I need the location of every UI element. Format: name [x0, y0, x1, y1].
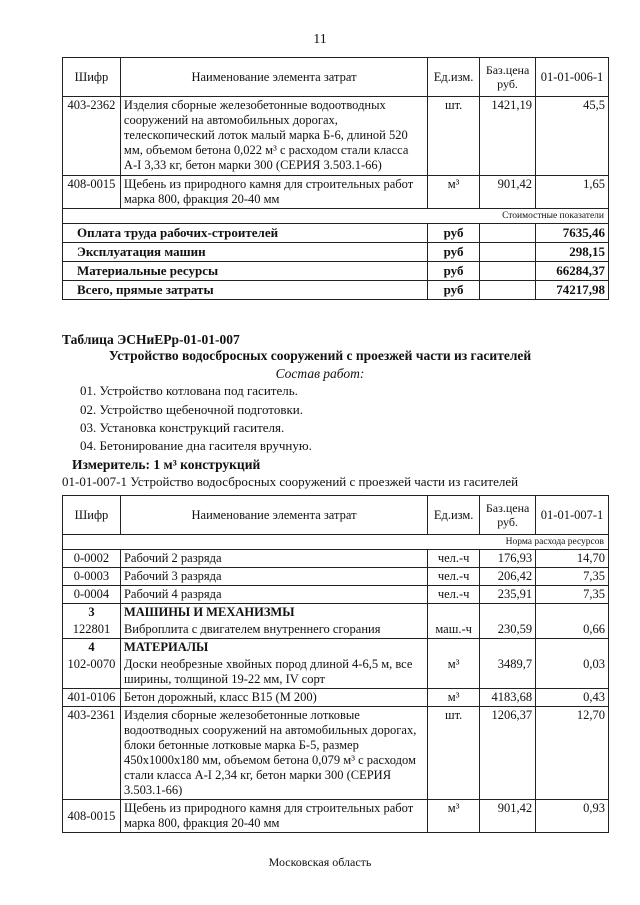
table-row [63, 176, 609, 209]
row-value: 45,5 [536, 97, 609, 176]
row-unit: чел.-ч [428, 550, 480, 568]
resource-table-1 [62, 57, 609, 300]
header-code: Шифр [63, 58, 121, 97]
header-name: Наименование элемента затрат [120, 496, 427, 535]
total-value: 7635,46 [536, 224, 609, 243]
row-price: 4183,68 [480, 689, 536, 707]
total-unit: руб [428, 224, 480, 243]
row-price: 235,91 [480, 586, 536, 604]
row-name: Рабочий 4 разряда [120, 586, 427, 604]
table-row [63, 568, 609, 586]
total-row [63, 281, 609, 300]
table-header [63, 496, 609, 535]
section-heading: Устройство водосбросных сооружений с проезжей части из гасителей [108, 348, 532, 363]
row-code: 0-0002 [63, 550, 121, 568]
header-base-price: Баз.цена руб. [480, 58, 536, 97]
row-name: Бетон дорожный, класс B15 (М 200) [120, 689, 427, 707]
total-name: Материальные ресурсы [63, 262, 428, 281]
section-title: МАШИНЫ И МЕХАНИЗМЫ [120, 604, 427, 622]
row-price: 1206,37 [480, 707, 536, 800]
row-unit: маш.-ч [428, 621, 480, 639]
row-price: 1421,19 [480, 97, 536, 176]
row-name: Щебень из природного камня для строительных работ марка 800, фракция 20-40 мм [120, 176, 427, 209]
row-name: Щебень из природного камня для строительных работ марка 800, фракция 20-40 мм [120, 800, 427, 833]
page-footer: Московская область [268, 855, 372, 869]
row-value: 7,35 [536, 586, 609, 604]
page-number: 11 [313, 32, 327, 47]
total-value: 298,15 [536, 243, 609, 262]
item-code-line: 01-01-007-1 Устройство водосбросных сооружений с проезжей части из гасителей [62, 474, 519, 489]
total-value: 74217,98 [536, 281, 609, 300]
row-unit: м³ [428, 656, 480, 689]
row-price: 901,42 [480, 176, 536, 209]
row-name: Изделия сборные железобетонные водоотводных сооружений на автомобильных дорогах, телескопический лоток малый марка Б-6, длиной 520 мм, объемом бетона 0,022 м³ с расходом стали класса А-I 3,33 кг, бетон марки 300 (СЕРИЯ 3.503.1-66) [120, 97, 427, 176]
row-price: 230,59 [480, 621, 536, 639]
row-name: Рабочий 2 разряда [120, 550, 427, 568]
section-number: 3 [63, 604, 121, 622]
table-row [63, 586, 609, 604]
row-price: 206,42 [480, 568, 536, 586]
total-name: Всего, прямые затраты [63, 281, 428, 300]
row-code: 403-2362 [63, 97, 121, 176]
work-item: 02. Устройство щебеночной подготовки. [80, 402, 303, 417]
total-name: Эксплуатация машин [63, 243, 428, 262]
header-column-code: 01-01-006-1 [536, 58, 609, 97]
row-value: 7,35 [536, 568, 609, 586]
row-unit: шт. [428, 707, 480, 800]
total-row [63, 262, 609, 281]
row-code: 0-0004 [63, 586, 121, 604]
header-unit: Ед.изм. [428, 58, 480, 97]
work-item: 03. Установка конструкций гасителя. [80, 420, 285, 435]
header-column-code: 01-01-007-1 [536, 496, 609, 535]
work-item: 01. Устройство котлована под гаситель. [80, 383, 298, 398]
resource-table-2 [62, 495, 609, 833]
total-name: Оплата труда рабочих-строителей [63, 224, 428, 243]
row-unit: м³ [428, 689, 480, 707]
composition-label: Состав работ: [275, 366, 365, 381]
row-code: 102-0070 [63, 656, 121, 689]
table-title: Таблица ЭСНиЕРр-01-01-007 [62, 332, 240, 347]
table-row [63, 97, 609, 176]
row-code: 401-0106 [63, 689, 121, 707]
total-unit: руб [428, 281, 480, 300]
row-value: 12,70 [536, 707, 609, 800]
row-value: 0,93 [536, 800, 609, 833]
total-unit: руб [428, 243, 480, 262]
table-row [63, 550, 609, 568]
row-name: Рабочий 3 разряда [120, 568, 427, 586]
total-value: 66284,37 [536, 262, 609, 281]
header-base-price: Баз.цена руб. [480, 496, 536, 535]
row-unit: шт. [428, 97, 480, 176]
row-unit: чел.-ч [428, 568, 480, 586]
table-header [63, 58, 609, 97]
cost-indicators-label: Стоимостные показатели [63, 209, 609, 224]
row-code: 408-0015 [63, 176, 121, 209]
header-name: Наименование элемента затрат [120, 58, 427, 97]
section-title: МАТЕРИАЛЫ [120, 639, 427, 657]
row-code: 122801 [63, 621, 121, 639]
row-price: 3489,7 [480, 656, 536, 689]
row-name: Изделия сборные железобетонные лотковые водоотводных сооружений на автомобильных дорогах, блоки бетонные лотковые марка Б-5, размер 450х1000х180 мм, объемом бетона 0,079 м³ с расходом стали класса А-I 2,34 кг, бетон марки 300 (СЕРИЯ 3.503.1-66) [120, 707, 427, 800]
row-code: 403-2361 [63, 707, 121, 800]
total-row [63, 243, 609, 262]
section-row-machines [63, 604, 609, 622]
table-row [63, 689, 609, 707]
row-unit: м³ [428, 800, 480, 833]
norm-label-row [63, 535, 609, 550]
header-code: Шифр [63, 496, 121, 535]
row-value: 14,70 [536, 550, 609, 568]
row-unit: м³ [428, 176, 480, 209]
row-unit: чел.-ч [428, 586, 480, 604]
measure-unit: Измеритель: 1 м³ конструкций [72, 457, 261, 472]
section-row-materials [63, 639, 609, 657]
total-row [63, 224, 609, 243]
section-number: 4 [63, 639, 121, 657]
work-item: 04. Бетонирование дна гасителя вручную. [80, 438, 312, 453]
row-value: 1,65 [536, 176, 609, 209]
table-row [63, 707, 609, 800]
row-value: 0,03 [536, 656, 609, 689]
row-price: 176,93 [480, 550, 536, 568]
cost-indicators-row [63, 209, 609, 224]
row-value: 0,43 [536, 689, 609, 707]
table-row [63, 621, 609, 639]
row-value: 0,66 [536, 621, 609, 639]
table-row [63, 656, 609, 689]
row-name: Виброплита с двигателем внутреннего сгорания [120, 621, 427, 639]
row-code: 0-0003 [63, 568, 121, 586]
row-price: 901,42 [480, 800, 536, 833]
row-name: Доски необрезные хвойных пород длиной 4-6,5 м, все ширины, толщиной 19-22 мм, IV сорт [120, 656, 427, 689]
total-unit: руб [428, 262, 480, 281]
table-row [63, 800, 609, 833]
row-code: 408-0015 [63, 800, 121, 833]
norm-label: Норма расхода ресурсов [63, 535, 609, 550]
header-unit: Ед.изм. [428, 496, 480, 535]
